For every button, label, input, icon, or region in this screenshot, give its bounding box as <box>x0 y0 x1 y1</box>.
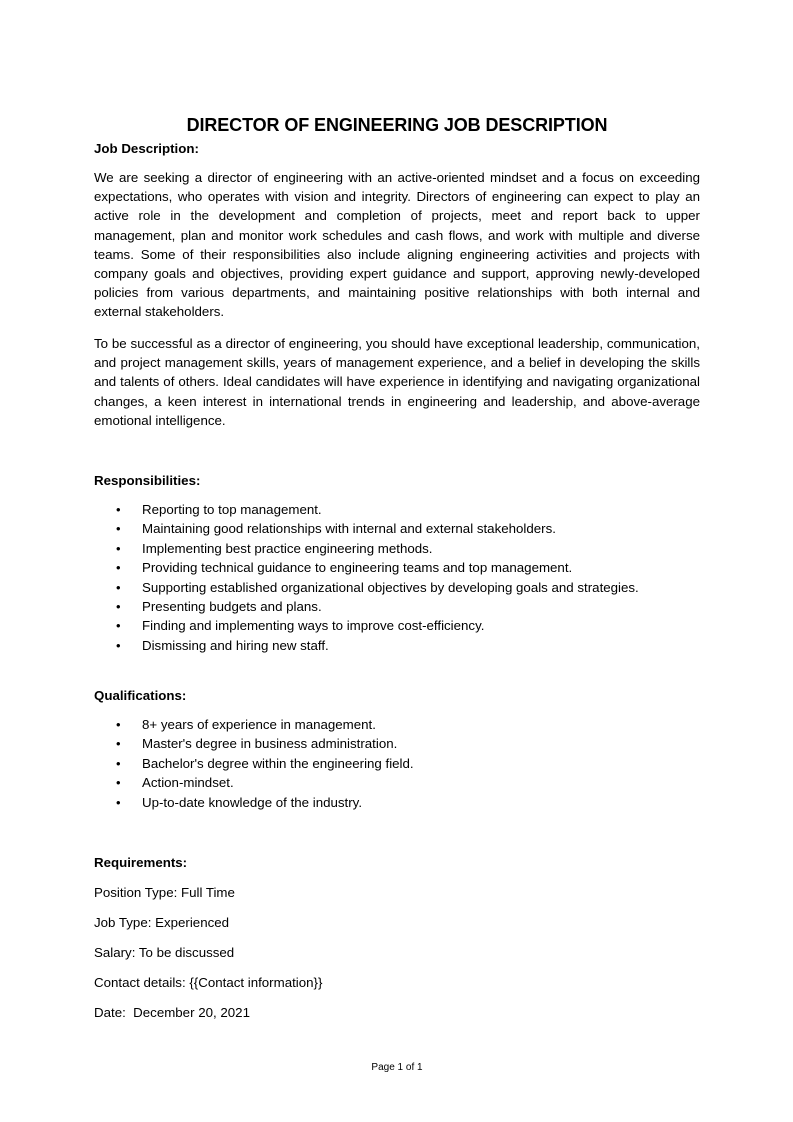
bullet-icon: • <box>116 599 121 615</box>
bullet-icon: • <box>116 560 121 576</box>
list-item <box>94 754 700 773</box>
list-item <box>94 734 700 753</box>
qualification-text: Bachelor's degree within the engineering field. <box>142 755 414 771</box>
salary-field: Salary: To be discussed <box>94 945 235 960</box>
bullet-icon: • <box>116 637 121 653</box>
job-description-paragraph-2: To be successful as a director of engineering, you should have exceptional leadership, communication, and project management skills, years of management experience, and a belief in developing the skills and talents of others. Ideal candidates will have experience in identifying and navigating organizational changes, a keen interest in international trends in engineering and leadership, and above-average emotional intelligence. <box>94 336 700 428</box>
list-item <box>94 773 700 792</box>
responsibility-text: Providing technical guidance to engineering teams and top management. <box>142 560 573 576</box>
qualifications-heading: Qualifications: <box>94 688 187 703</box>
document-page <box>94 0 700 1122</box>
bullet-icon: • <box>116 540 121 556</box>
job-type-field: Job Type: Experienced <box>94 915 230 930</box>
list-item <box>94 636 700 655</box>
list-item <box>94 578 700 597</box>
bullet-icon: • <box>116 521 121 537</box>
bullet-icon: • <box>116 579 121 595</box>
list-item <box>94 715 700 734</box>
position-type-field: Position Type: Full Time <box>94 885 235 900</box>
qualification-text: 8+ years of experience in management. <box>142 717 376 732</box>
list-item <box>94 500 700 519</box>
responsibilities-heading: Responsibilities: <box>94 473 201 488</box>
list-item <box>94 597 700 616</box>
requirements-heading: Requirements: <box>94 855 188 870</box>
list-item <box>94 793 700 812</box>
bullet-icon: • <box>116 775 121 791</box>
responsibility-text: Presenting budgets and plans. <box>142 599 322 615</box>
responsibility-text: Finding and implementing ways to improve cost-efficiency. <box>142 618 485 634</box>
responsibility-text: Dismissing and hiring new staff. <box>142 637 329 653</box>
list-item <box>94 539 700 558</box>
date-field: Date: December 20, 2021 <box>94 1005 250 1020</box>
qualification-text: Master's degree in business administration. <box>142 736 398 752</box>
contact-details-field: Contact details: {{Contact information}} <box>94 975 323 990</box>
list-item <box>94 558 700 577</box>
bullet-icon: • <box>116 502 121 517</box>
job-description-heading: Job Description: <box>94 141 199 156</box>
list-item <box>94 519 700 538</box>
responsibility-text: Implementing best practice engineering methods. <box>142 540 433 556</box>
job-description-paragraph-1: We are seeking a director of engineering with an active-oriented mindset and a focus on exceeding expectations, who operates with vision and integrity. Directors of engineering can expect to play an active role in the development and completion of projects, meet and report back to upper management, plan and monitor work schedules and cash flows, and work with multiple and diverse teams. Some of their responsibilities also include aligning engineering activities and projects with company goals and objectives, providing expert guidance and support, approving newly-developed policies from various departments, and maintaining positive relationships with both internal and external stakeholders. <box>94 170 700 320</box>
page-number: Page 1 of 1 <box>371 1062 423 1073</box>
bullet-icon: • <box>116 794 121 810</box>
responsibility-text: Supporting established organizational objectives by developing goals and strategies. <box>142 579 639 595</box>
responsibility-text: Maintaining good relationships with internal and external stakeholders. <box>142 521 556 537</box>
document-title: DIRECTOR OF ENGINEERING JOB DESCRIPTION <box>186 115 608 135</box>
bullet-icon: • <box>116 736 121 752</box>
qualifications-list <box>94 715 700 812</box>
qualification-text: Up-to-date knowledge of the industry. <box>142 794 363 810</box>
bullet-icon: • <box>116 717 121 732</box>
responsibilities-list <box>94 500 700 655</box>
qualification-text: Action-mindset. <box>142 775 234 791</box>
bullet-icon: • <box>116 755 121 771</box>
responsibility-text: Reporting to top management. <box>142 502 322 517</box>
bullet-icon: • <box>116 618 121 634</box>
list-item <box>94 616 700 635</box>
